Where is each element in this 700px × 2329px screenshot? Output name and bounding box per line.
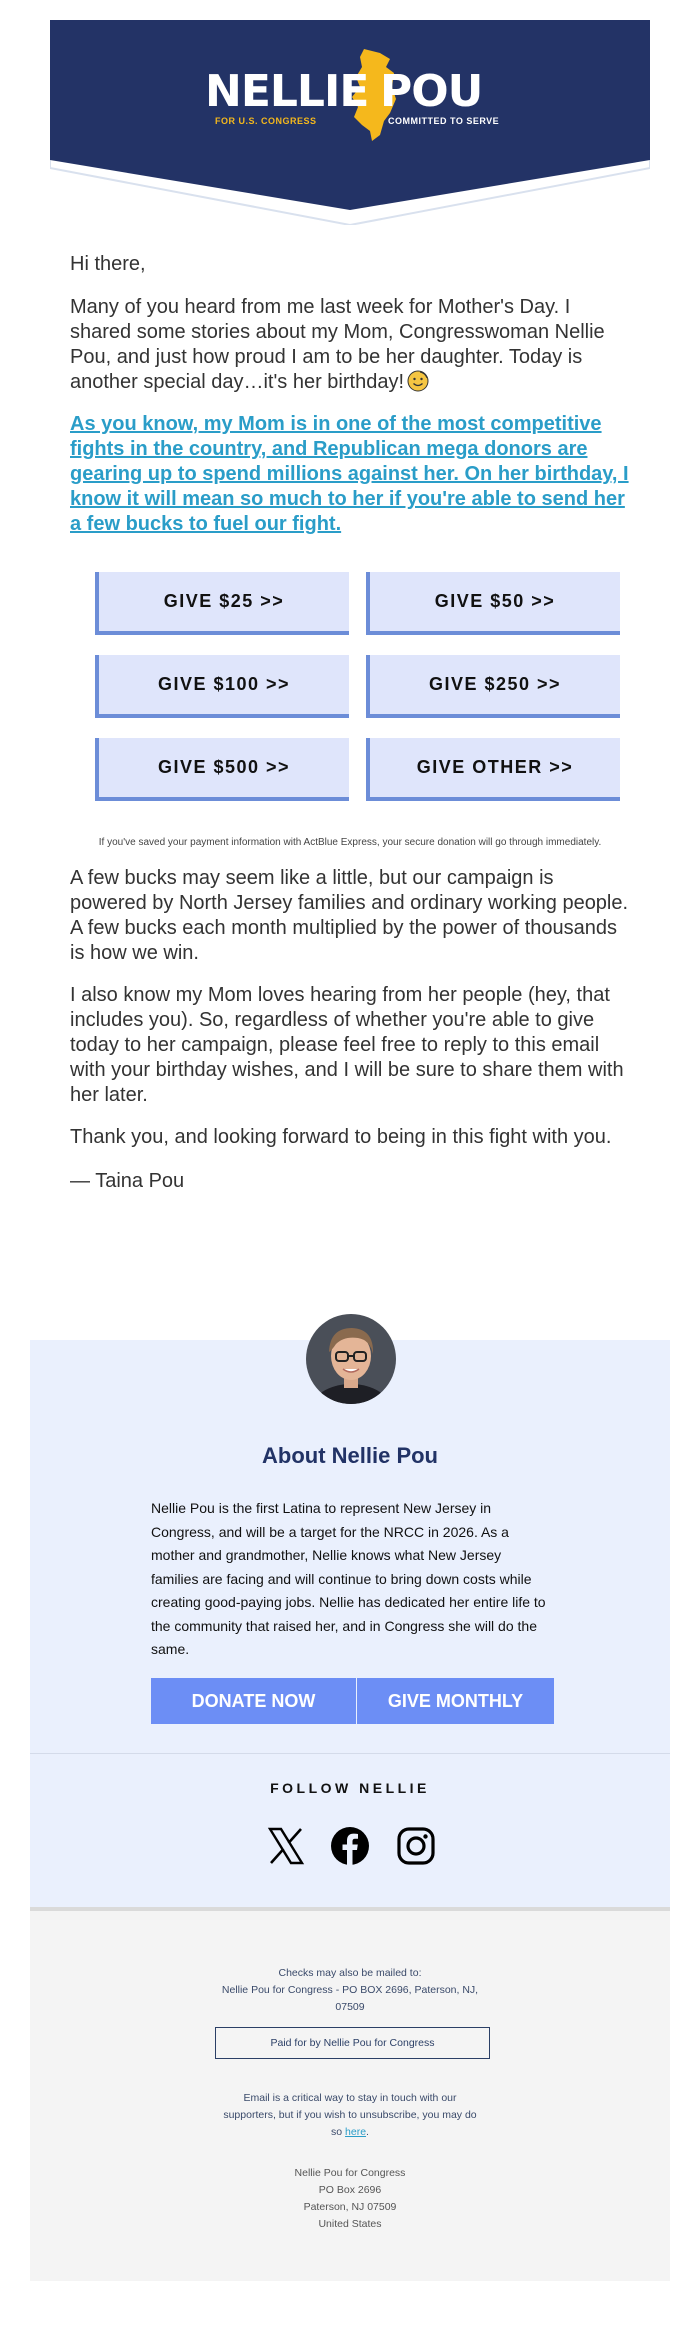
unsubscribe-line3 <box>0 2124 700 2141</box>
instagram-icon[interactable] <box>396 1826 436 1866</box>
address-line2: PO Box 2696 <box>318 2184 382 2196</box>
mail-checks-line3: 07509 <box>335 2001 365 2013</box>
donate-now-button[interactable]: DONATE NOW <box>151 1678 356 1724</box>
header-banner <box>50 20 650 225</box>
paragraph-birthday-wishes: I also know my Mom loves hearing from her people (hey, that includes you). So, regardless of whether you're able to give today to her campaign, please feel free to reply to this email with your birthday wishes, and I will be sure to share them with her later. <box>70 984 624 1106</box>
intro-paragraph <box>70 295 630 395</box>
logo-tagline-right: COMMITTED TO SERVE <box>388 116 500 126</box>
give-500-button[interactable]: GIVE $500 >> <box>95 738 349 801</box>
intro-text: Many of you heard from me last week for Mother's Day. I shared some stories about my Mom, Congresswoman Nellie Pou, and just how proud I am to be her daughter. Today is another special day…it's her birthday! <box>70 296 605 393</box>
signoff: — Taina Pou <box>70 1170 185 1192</box>
follow-title: FOLLOW NELLIE <box>270 1780 430 1796</box>
unsubscribe-suffix: . <box>366 2126 369 2138</box>
unsubscribe-link[interactable]: here <box>345 2126 367 2138</box>
address-line4: United States <box>318 2218 382 2230</box>
paragraph-thank-you: Thank you, and looking forward to being in this fight with you. <box>70 1126 612 1148</box>
about-text: Nellie Pou is the first Latina to represent New Jersey in Congress, and will be a target for the NRCC in 2026. As a mother and grandmother, Nellie knows what New Jersey families are facing and will continue to bring down costs while creating good-paying jobs. Nellie has dedicated her entire life to the community that raised her, and in Congress she will do the same. <box>151 1500 546 1657</box>
mail-checks-line2: Nellie Pou for Congress - PO BOX 2696, Paterson, NJ, <box>221 1984 479 1996</box>
portrait-image <box>306 1314 396 1404</box>
address-line3: Paterson, NJ 07509 <box>303 2201 397 2213</box>
about-title: About Nellie Pou <box>262 1443 438 1468</box>
mail-checks-line1: Checks may also be mailed to: <box>278 1967 422 1979</box>
greeting: Hi there, <box>70 253 146 275</box>
give-other-button[interactable]: GIVE OTHER >> <box>366 738 620 801</box>
logo-last-name-block <box>380 66 520 126</box>
smiling-face-emoji-icon <box>407 370 429 392</box>
logo-first-name-block <box>205 66 369 126</box>
paragraph-few-bucks: A few bucks may seem like a little, but our campaign is powered by North Jersey families and ordinary working people. A few bucks each month multiplied by the power of thousands is how we win. <box>70 867 629 964</box>
logo-first-name: NELLIE <box>205 66 369 117</box>
facebook-icon[interactable] <box>330 1826 370 1866</box>
unsubscribe-line1: Email is a critical way to stay in touch with our <box>243 2092 457 2104</box>
give-250-button[interactable]: GIVE $250 >> <box>366 655 620 718</box>
actblue-express-note: If you've saved your payment information with ActBlue Express, your secure donation will go through immediately. <box>98 837 602 848</box>
email-body-bottom <box>70 866 630 1194</box>
unsubscribe-line2: supporters, but if you wish to unsubscribe, you may do <box>223 2109 477 2121</box>
unsubscribe-prefix: so <box>331 2126 346 2138</box>
paid-for-disclaimer: Paid for by Nellie Pou for Congress <box>215 2027 490 2059</box>
donation-ask-link[interactable]: As you know, my Mom is in one of the most competitive fights in the country, and Republican mega donors are gearing up to spend millions against her. On her birthday, I know it will mean so much to her if you're able to send her a few bucks to fuel our fight. <box>70 413 629 535</box>
give-monthly-button[interactable]: GIVE MONTHLY <box>357 1678 554 1724</box>
logo-tagline-left: FOR U.S. CONGRESS <box>215 116 317 126</box>
give-25-button[interactable]: GIVE $25 >> <box>95 572 349 635</box>
give-50-button[interactable]: GIVE $50 >> <box>366 572 620 635</box>
address-line1: Nellie Pou for Congress <box>294 2167 406 2179</box>
give-100-button[interactable]: GIVE $100 >> <box>95 655 349 718</box>
avatar <box>306 1314 396 1404</box>
x-icon[interactable] <box>266 1826 306 1866</box>
email-body-top <box>70 250 630 537</box>
logo-last-name: POU <box>380 66 483 117</box>
